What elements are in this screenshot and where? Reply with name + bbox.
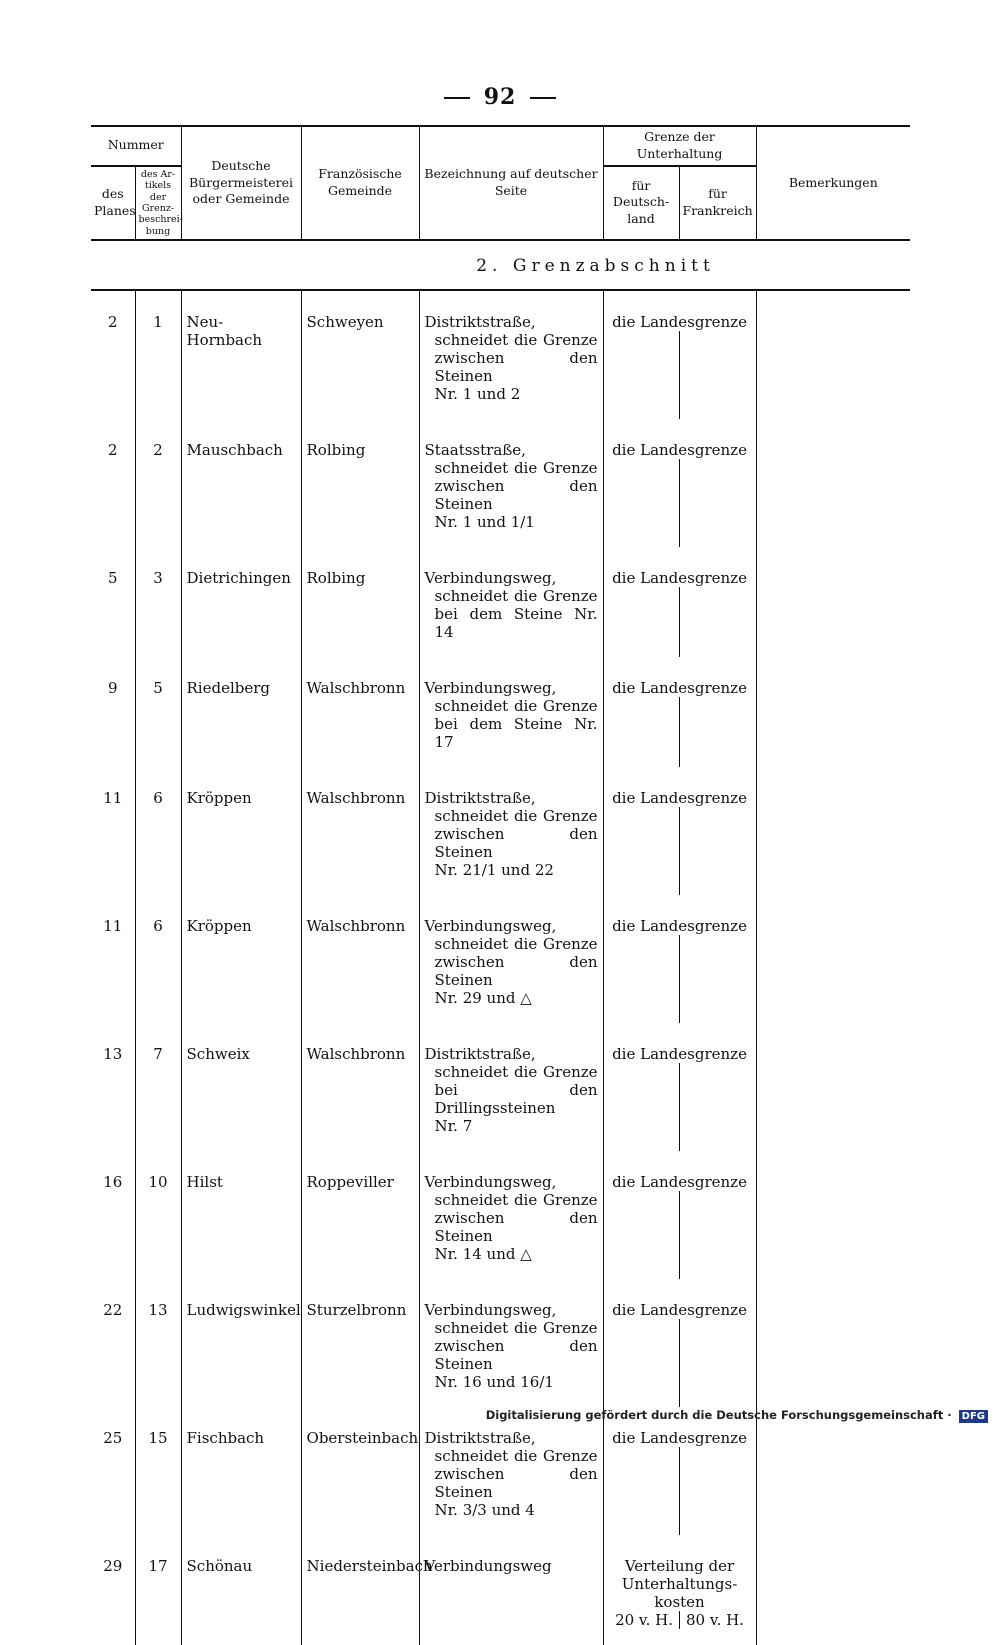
boundary-divider (679, 1191, 680, 1279)
table-row (91, 1535, 910, 1645)
boundary-divider (679, 587, 680, 657)
german-municipality: Neu-Hornbach (181, 290, 301, 419)
section-row (91, 240, 910, 290)
maintenance-boundary (603, 657, 756, 767)
boundary-divider (679, 935, 680, 1023)
share-germany: 20 v. H. (609, 1611, 680, 1629)
header-nummer: Nummer (91, 126, 181, 166)
plan-number: 2 (107, 441, 118, 460)
german-municipality: Schönau (181, 1535, 301, 1645)
table-row (91, 290, 910, 419)
designation (419, 419, 603, 547)
designation-line: bei den Drillingssteinen (434, 1081, 598, 1118)
designation-first-line: Distriktstraße, (424, 313, 536, 332)
designation (419, 1023, 603, 1151)
german-municipality: Kröppen (181, 767, 301, 895)
plan-number: 2 (107, 313, 118, 332)
designation-last-line: Nr. 1 und 2 (434, 385, 521, 404)
designation (419, 1151, 603, 1279)
table-row (91, 895, 910, 1023)
boundary-divider (679, 697, 680, 767)
maintenance-boundary-text: die Landesgrenze (612, 1045, 747, 1064)
remarks (756, 1407, 910, 1535)
dfg-logo: DFG (959, 1410, 988, 1423)
plan-number: 22 (103, 1301, 123, 1320)
designation-first-line: Verbindungsweg, (424, 679, 557, 698)
plan-number: 11 (103, 789, 123, 808)
designation-line: zwischen den Steinen (434, 1465, 598, 1502)
plan-number: 29 (103, 1557, 123, 1576)
header-grenze: Grenze der Unterhaltung (603, 126, 756, 166)
boundary-divider (679, 459, 680, 547)
maintenance-boundary (603, 547, 756, 657)
artikel-number: 5 (135, 657, 181, 767)
designation-first-line: Distriktstraße, (424, 1045, 536, 1064)
designation (419, 547, 603, 657)
designation (419, 1279, 603, 1407)
boundary-divider (679, 1319, 680, 1407)
designation-first-line: Verbindungsweg, (424, 917, 557, 936)
maintenance-boundary (603, 419, 756, 547)
designation-last-line: Nr. 14 und △ (434, 1245, 532, 1264)
cost-split (609, 1611, 751, 1629)
table-row (91, 419, 910, 547)
designation-line: zwischen den Steinen (434, 953, 598, 990)
maintenance-boundary (603, 1023, 756, 1151)
designation-line: zwischen den Steinen (434, 1337, 598, 1374)
designation-first-line: Verbindungsweg, (424, 1301, 557, 1320)
designation (419, 1407, 603, 1535)
header-des-artikels: des Ar-tikels der Grenz-beschrei-bung (135, 166, 181, 240)
german-municipality: Dietrichingen (181, 547, 301, 657)
german-municipality: Kröppen (181, 895, 301, 1023)
designation (419, 767, 603, 895)
maintenance-boundary-text: die Landesgrenze (612, 1173, 747, 1192)
cost-distribution (603, 1535, 756, 1645)
designation-first-line: Staatsstraße, (424, 441, 526, 460)
page-number (420, 84, 580, 110)
designation-line: schneidet die Grenze (434, 1319, 598, 1338)
french-municipality: Walschbronn (301, 767, 419, 895)
french-municipality: Walschbronn (301, 895, 419, 1023)
table-row (91, 1023, 910, 1151)
remarks (756, 1151, 910, 1279)
german-municipality: Schweix (181, 1023, 301, 1151)
maintenance-boundary (603, 1407, 756, 1535)
remarks (756, 1535, 910, 1645)
artikel-number: 3 (135, 547, 181, 657)
plan-number: 16 (103, 1173, 123, 1192)
boundary-divider (679, 807, 680, 895)
designation-first-line: Verbindungsweg, (424, 1173, 557, 1192)
header-fuer-deutschland: für Deutsch-land (603, 166, 679, 240)
remarks (756, 1023, 910, 1151)
designation-last-line: bei dem Steine Nr. 17 (434, 715, 598, 752)
designation-line: schneidet die Grenze (434, 587, 598, 606)
artikel-number: 17 (135, 1535, 181, 1645)
dash-right (530, 97, 556, 99)
designation-first-line: Verbindungsweg, (424, 569, 557, 588)
german-municipality: Hilst (181, 1151, 301, 1279)
designation-last-line: Nr. 16 und 16/1 (434, 1373, 554, 1392)
artikel-number: 7 (135, 1023, 181, 1151)
maintenance-boundary-text: die Landesgrenze (612, 789, 747, 808)
designation-last-line: bei dem Steine Nr. 14 (434, 605, 598, 642)
table-row (91, 1279, 910, 1407)
maintenance-boundary-text: die Landesgrenze (612, 313, 747, 332)
french-municipality: Niedersteinbach (301, 1535, 419, 1645)
header-bezeichnung: Bezeichnung auf deutscher Seite (419, 126, 603, 240)
french-municipality: Rolbing (301, 419, 419, 547)
designation-line: schneidet die Grenze (434, 1447, 598, 1466)
artikel-number: 6 (135, 895, 181, 1023)
french-municipality: Sturzelbronn (301, 1279, 419, 1407)
french-municipality: Walschbronn (301, 1023, 419, 1151)
page-number-value: 92 (483, 84, 517, 110)
header-bemerkungen: Bemerkungen (756, 126, 910, 240)
artikel-number: 13 (135, 1279, 181, 1407)
header-des-planes: des Planes (91, 166, 135, 240)
french-municipality: Obersteinbach (301, 1407, 419, 1535)
maintenance-boundary (603, 895, 756, 1023)
artikel-number: 6 (135, 767, 181, 895)
designation-line: schneidet die Grenze (434, 935, 598, 954)
maintenance-boundary (603, 767, 756, 895)
maintenance-boundary-text: die Landesgrenze (612, 569, 747, 588)
german-municipality: Ludwigswinkel (181, 1279, 301, 1407)
designation-line: schneidet die Grenze (434, 1063, 598, 1082)
maintenance-boundary-text: die Landesgrenze (612, 1429, 747, 1448)
maintenance-boundary (603, 1151, 756, 1279)
french-municipality: Rolbing (301, 547, 419, 657)
remarks (756, 290, 910, 419)
french-municipality: Roppeviller (301, 1151, 419, 1279)
boundary-divider (679, 1063, 680, 1151)
plan-number: 5 (107, 569, 118, 588)
designation-first-line: Distriktstraße, (424, 789, 536, 808)
designation-line: schneidet die Grenze (434, 459, 598, 478)
artikel-number: 1 (135, 290, 181, 419)
boundary-divider (679, 331, 680, 419)
share-france: 80 v. H. (686, 1611, 744, 1630)
plan-number: 11 (103, 917, 123, 936)
designation-last-line: Nr. 29 und △ (434, 989, 532, 1008)
maintenance-boundary-text: die Landesgrenze (612, 441, 747, 460)
table-row (91, 1151, 910, 1279)
remarks (756, 895, 910, 1023)
plan-number: 25 (103, 1429, 123, 1448)
table-row (91, 547, 910, 657)
remarks (756, 1279, 910, 1407)
designation (419, 657, 603, 767)
table-row (91, 767, 910, 895)
designation-line: schneidet die Grenze (434, 1191, 598, 1210)
german-municipality: Riedelberg (181, 657, 301, 767)
designation-line: zwischen den Steinen (434, 349, 598, 386)
designation-last-line: Nr. 1 und 1/1 (434, 513, 535, 532)
footer-text: Digitalisierung gefördert durch die Deutsche Forschungsgemeinschaft (485, 1408, 944, 1422)
artikel-number: 15 (135, 1407, 181, 1535)
designation-line: schneidet die Grenze (434, 807, 598, 826)
header-fuer-frankreich: für Frankreich (679, 166, 756, 240)
german-municipality: Fischbach (181, 1407, 301, 1535)
maintenance-boundary-text: die Landesgrenze (612, 1301, 747, 1320)
table-row (91, 657, 910, 767)
section-title: 2. Grenzabschnitt (91, 240, 910, 290)
designation-last-line: Nr. 7 (434, 1117, 473, 1136)
designation-line: schneidet die Grenze (434, 331, 598, 350)
designation-line: zwischen den Steinen (434, 477, 598, 514)
boundary-divider (679, 1447, 680, 1535)
maintenance-boundary-text: die Landesgrenze (612, 679, 747, 698)
remarks (756, 419, 910, 547)
maintenance-boundary (603, 290, 756, 419)
footer: Digitalisierung gefördert durch die Deutsche Forschungsgemeinschaft · DFG (486, 1408, 988, 1422)
remarks (756, 767, 910, 895)
maintenance-boundary (603, 1279, 756, 1407)
cost-distribution-text: Verteilung der Unterhaltungs-kosten (621, 1557, 738, 1612)
remarks (756, 657, 910, 767)
french-municipality: Walschbronn (301, 657, 419, 767)
remarks (756, 547, 910, 657)
designation-line: zwischen den Steinen (434, 1209, 598, 1246)
dash-left (444, 97, 470, 99)
french-municipality: Schweyen (301, 290, 419, 419)
header-deutsche-gemeinde: Deutsche Bürgermeisterei oder Gemeinde (181, 126, 301, 240)
designation: Verbindungsweg (419, 1535, 603, 1645)
designation (419, 290, 603, 419)
maintenance-boundary-text: die Landesgrenze (612, 917, 747, 936)
designation (419, 895, 603, 1023)
table-row (91, 1407, 910, 1535)
plan-number: 13 (103, 1045, 123, 1064)
designation-last-line: Nr. 3/3 und 4 (434, 1501, 535, 1520)
plan-number: 9 (107, 679, 118, 698)
artikel-number: 10 (135, 1151, 181, 1279)
designation-first-line: Distriktstraße, (424, 1429, 536, 1448)
header-row-1 (91, 126, 910, 166)
designation-last-line: Nr. 21/1 und 22 (434, 861, 554, 880)
designation-line: schneidet die Grenze (434, 697, 598, 716)
designation-line: zwischen den Steinen (434, 825, 598, 862)
german-municipality: Mauschbach (181, 419, 301, 547)
artikel-number: 2 (135, 419, 181, 547)
header-franzoesische-gemeinde: Französische Gemeinde (301, 126, 419, 240)
